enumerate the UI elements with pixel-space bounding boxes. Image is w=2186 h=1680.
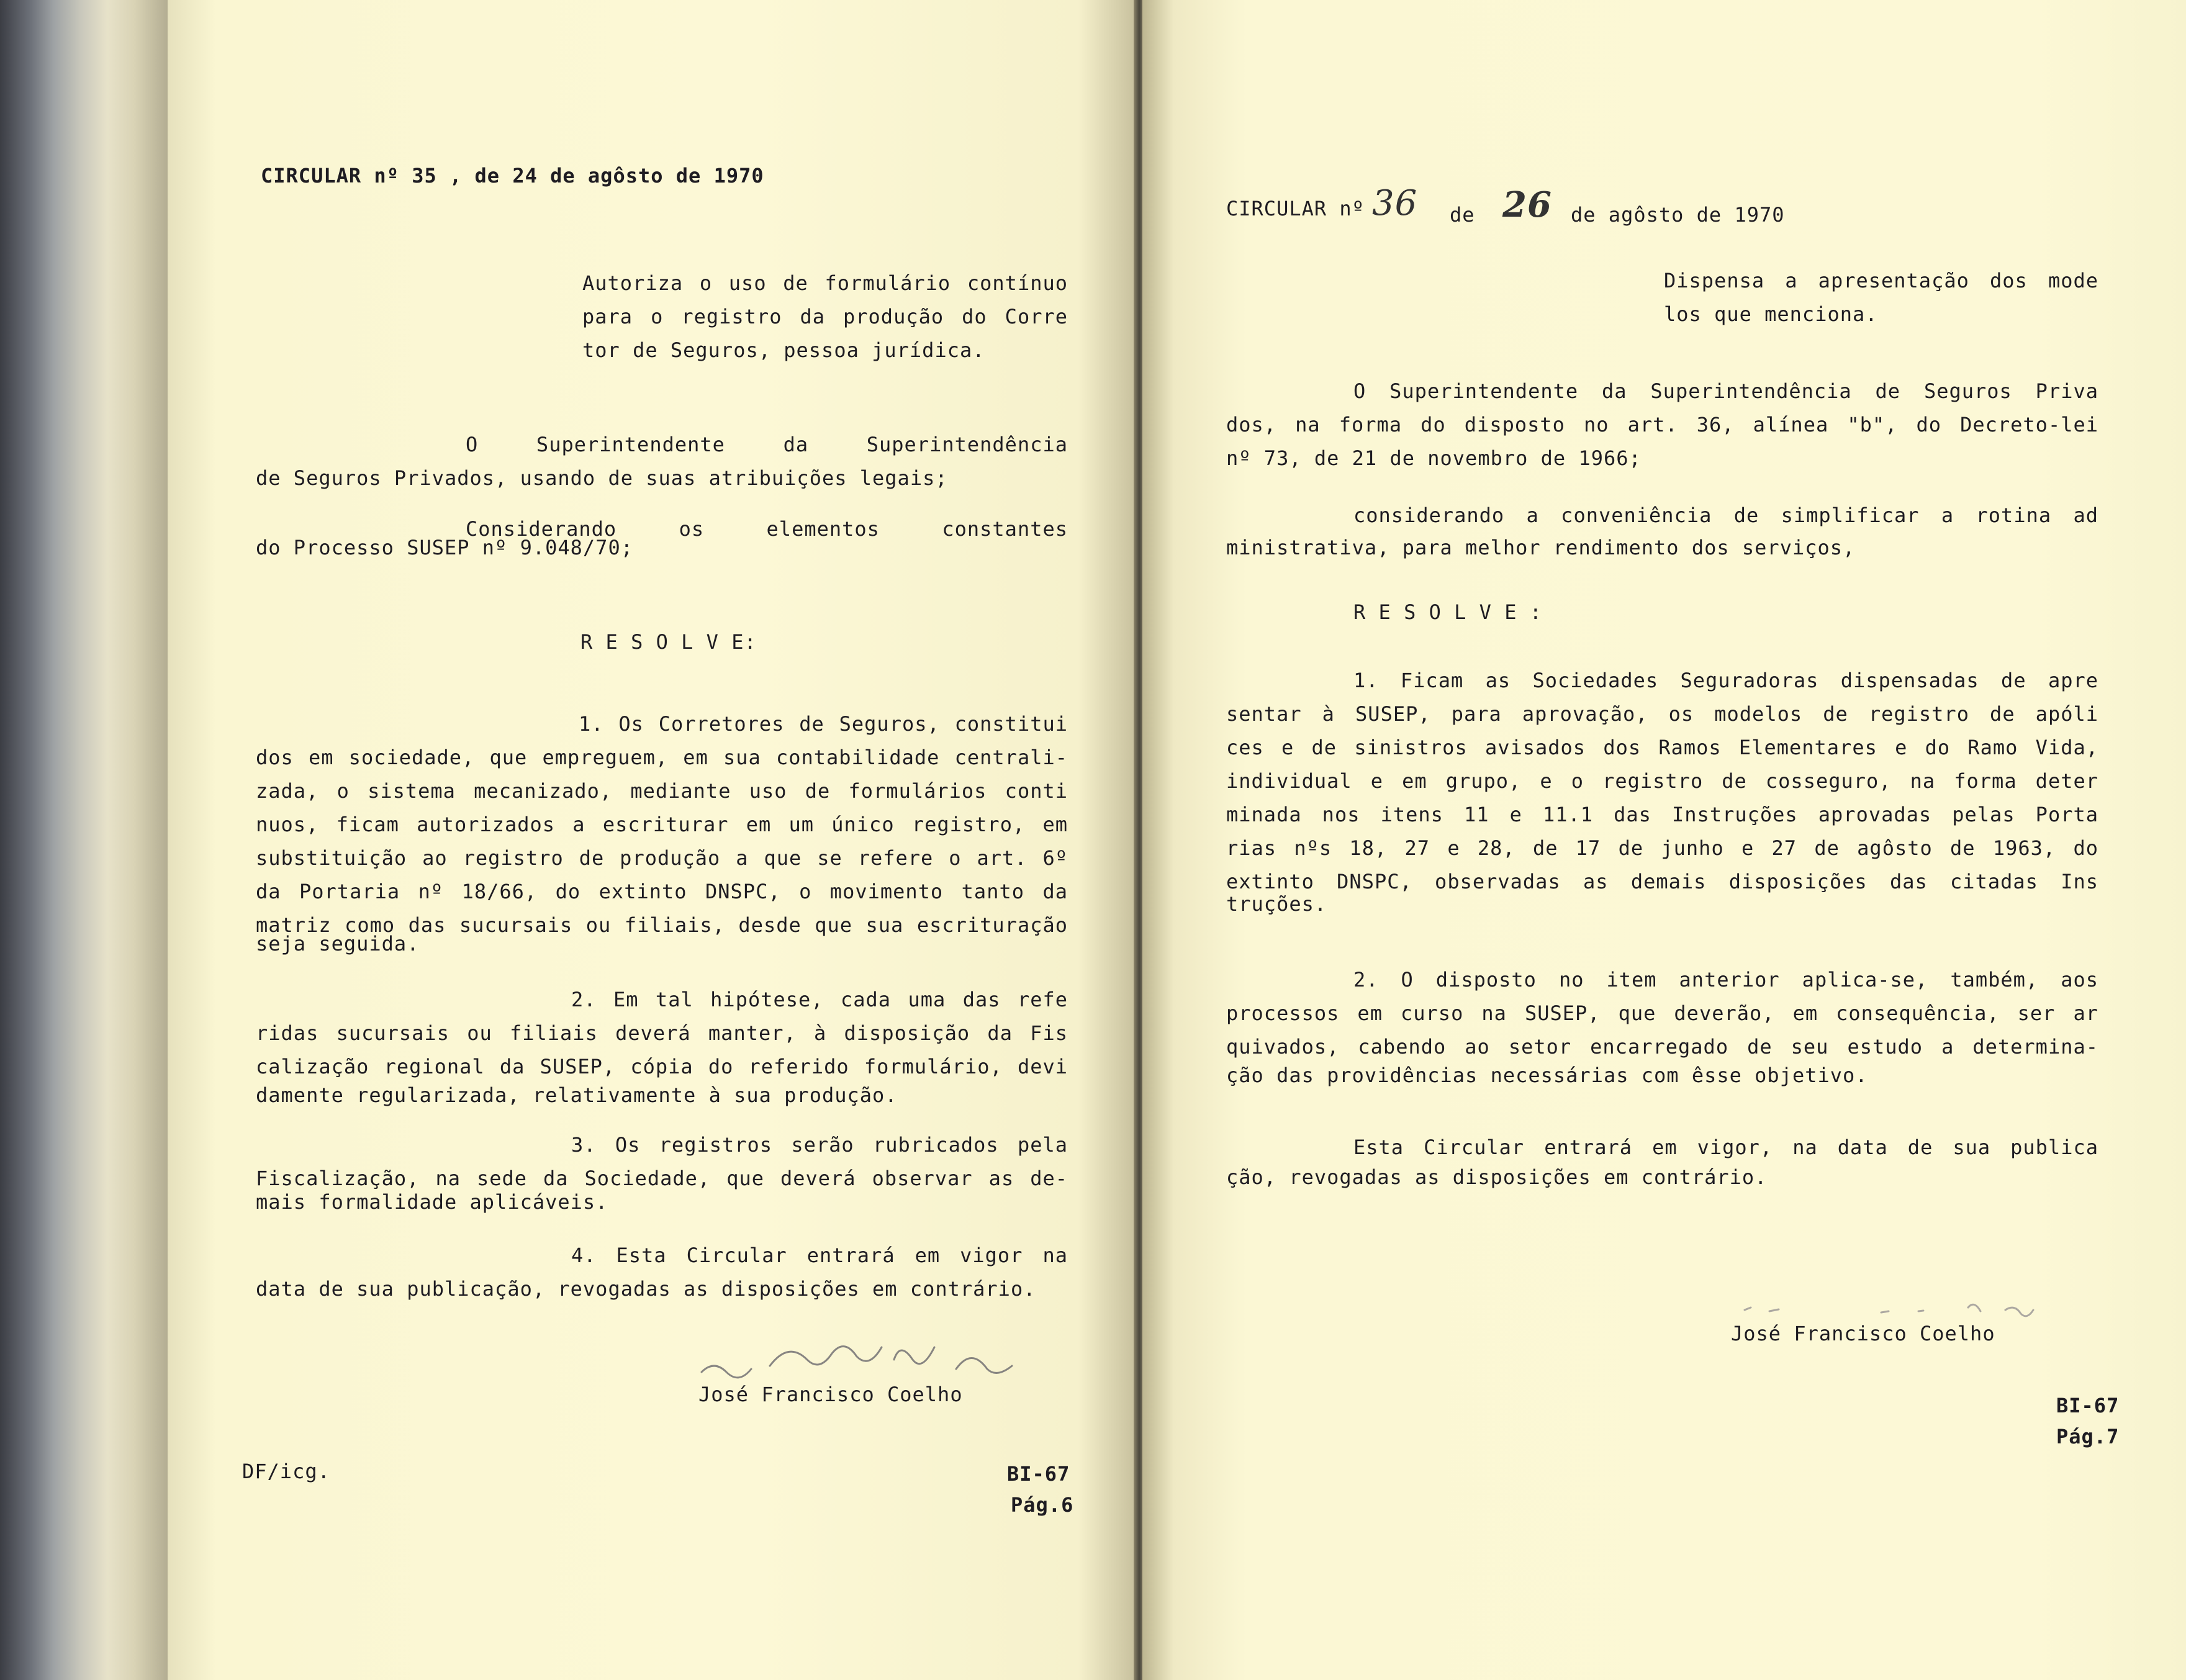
right-item1-line: rias nºs 18, 27 e 28, de 17 de junho e 27 de agôsto de 1963, do bbox=[1226, 836, 2098, 860]
left-item4-line: 4. Esta Circular entrará em vigor na bbox=[571, 1244, 1068, 1267]
right-item1-line: extinto DNSPC, observadas as demais disposições das citadas Ins bbox=[1226, 870, 2098, 893]
right-page-number: Pág.7 bbox=[2056, 1425, 2120, 1448]
right-signatory-name: José Francisco Coelho bbox=[1731, 1322, 1995, 1345]
left-item3-line: 3. Os registros serão rubricados pela bbox=[571, 1133, 1068, 1157]
left-item1-line: nuos, ficam autorizados a escriturar em um único registro, em bbox=[256, 813, 1068, 836]
right-item2-line: quivados, cabendo ao setor encarregado de seu estudo a determina- bbox=[1226, 1035, 2098, 1059]
right-intro-line: nº 73, de 21 de novembro de 1966; bbox=[1226, 446, 1642, 470]
right-item2-line: 2. O disposto no item anterior aplica-se, também, aos bbox=[1353, 968, 2098, 991]
right-item1-line: individual e em grupo, e o registro de cosseguro, na forma deter bbox=[1226, 769, 2098, 793]
right-header-suffix: de agôsto de 1970 bbox=[1571, 203, 1785, 227]
right-item1-line: sentar à SUSEP, para aprovação, os modelos de registro de apóli bbox=[1226, 702, 2098, 726]
right-item2-line: processos em curso na SUSEP, que deverão, em consequência, ser ar bbox=[1226, 1001, 2098, 1025]
right-day-handwritten: 26 bbox=[1502, 184, 1552, 225]
left-item3-line: Fiscalização, na sede da Sociedade, que deverá observar as de- bbox=[256, 1167, 1068, 1190]
right-circular-number-handwritten: 36 bbox=[1372, 183, 1418, 224]
left-item2-line: ridas sucursais ou filiais deverá manter, à disposição da Fis bbox=[256, 1021, 1068, 1045]
left-initials: DF/icg. bbox=[242, 1460, 330, 1483]
left-page bbox=[168, 0, 1136, 1680]
right-header-prefix: CIRCULAR nº bbox=[1226, 197, 1365, 220]
left-circular-header: CIRCULAR nº 35 , de 24 de agôsto de 1970 bbox=[261, 164, 764, 187]
right-considering-line: considerando a conveniência de simplificar a rotina ad bbox=[1353, 504, 2098, 527]
left-considering-line: Considerando os elementos constantes bbox=[466, 517, 1068, 541]
left-summary-line: para o registro da produção do Corre bbox=[582, 305, 1068, 328]
right-item1-line: 1. Ficam as Sociedades Seguradoras dispensadas de apre bbox=[1353, 669, 2098, 692]
right-summary-line: Dispensa a apresentação dos mode bbox=[1664, 269, 2098, 292]
left-item2-line: damente regularizada, relativamente à sua produção. bbox=[256, 1083, 898, 1107]
left-item1-line: dos em sociedade, que empreguem, em sua contabilidade centrali- bbox=[256, 746, 1068, 769]
left-intro-line: O Superintendente da Superintendência bbox=[466, 433, 1068, 456]
left-bulletin-number: BI-67 bbox=[1007, 1462, 1070, 1486]
left-signatory-name: José Francisco Coelho bbox=[698, 1383, 963, 1406]
left-page-number: Pág.6 bbox=[1011, 1493, 1074, 1517]
left-summary-line: Autoriza o uso de formulário contínuo bbox=[582, 271, 1068, 295]
left-item1-line: zada, o sistema mecanizado, mediante uso de formulários conti bbox=[256, 779, 1068, 803]
right-intro-line: O Superintendente da Superintendência de Seguros Priva bbox=[1353, 379, 2098, 403]
left-item1-line: substituição ao registro de produção a que se refere o art. 6º bbox=[256, 846, 1068, 870]
left-item2-line: calização regional da SUSEP, cópia do referido formulário, devi bbox=[256, 1055, 1068, 1078]
left-summary-line: tor de Seguros, pessoa jurídica. bbox=[582, 338, 985, 362]
right-resolve-heading: R E S O L V E : bbox=[1353, 600, 1542, 624]
right-summary-line: los que menciona. bbox=[1664, 302, 1878, 326]
book-page-edges bbox=[0, 0, 168, 1680]
left-item1-line: matriz como das sucursais ou filiais, desde que sua escrituração bbox=[256, 913, 1068, 937]
left-resolve-heading: R E S O L V E: bbox=[580, 630, 757, 654]
right-bulletin-number: BI-67 bbox=[2056, 1394, 2120, 1417]
right-item2-line: ção das providências necessárias com êsse objetivo. bbox=[1226, 1064, 1868, 1087]
right-item1-line: minada nos itens 11 e 11.1 das Instruções aprovadas pelas Porta bbox=[1226, 803, 2098, 826]
right-considering-line: ministrativa, para melhor rendimento dos serviços, bbox=[1226, 536, 1856, 559]
right-intro-line: dos, na forma do disposto no art. 36, alínea "b", do Decreto-lei bbox=[1226, 413, 2098, 436]
right-item1-line: ces e de sinistros avisados dos Ramos Elementares e do Ramo Vida, bbox=[1226, 736, 2098, 759]
right-item1-line: truções. bbox=[1226, 892, 1327, 916]
left-item1-line: seja seguida. bbox=[256, 932, 420, 955]
right-closing-line: ção, revogadas as disposições em contrário. bbox=[1226, 1165, 1768, 1189]
right-closing-line: Esta Circular entrará em vigor, na data de sua publica bbox=[1353, 1136, 2098, 1159]
right-header-de: de bbox=[1450, 203, 1475, 227]
left-item2-line: 2. Em tal hipótese, cada uma das refe bbox=[571, 988, 1068, 1011]
left-item4-line: data de sua publicação, revogadas as disposições em contrário. bbox=[256, 1277, 1036, 1301]
left-item1-line: da Portaria nº 18/66, do extinto DNSPC, o movimento tanto da bbox=[256, 880, 1068, 903]
left-item3-line: mais formalidade aplicáveis. bbox=[256, 1190, 608, 1214]
left-intro-line: de Seguros Privados, usando de suas atribuições legais; bbox=[256, 466, 948, 490]
left-considering-line: do Processo SUSEP nº 9.048/70; bbox=[256, 536, 633, 559]
left-item1-line: 1. Os Corretores de Seguros, constitui bbox=[579, 712, 1068, 736]
